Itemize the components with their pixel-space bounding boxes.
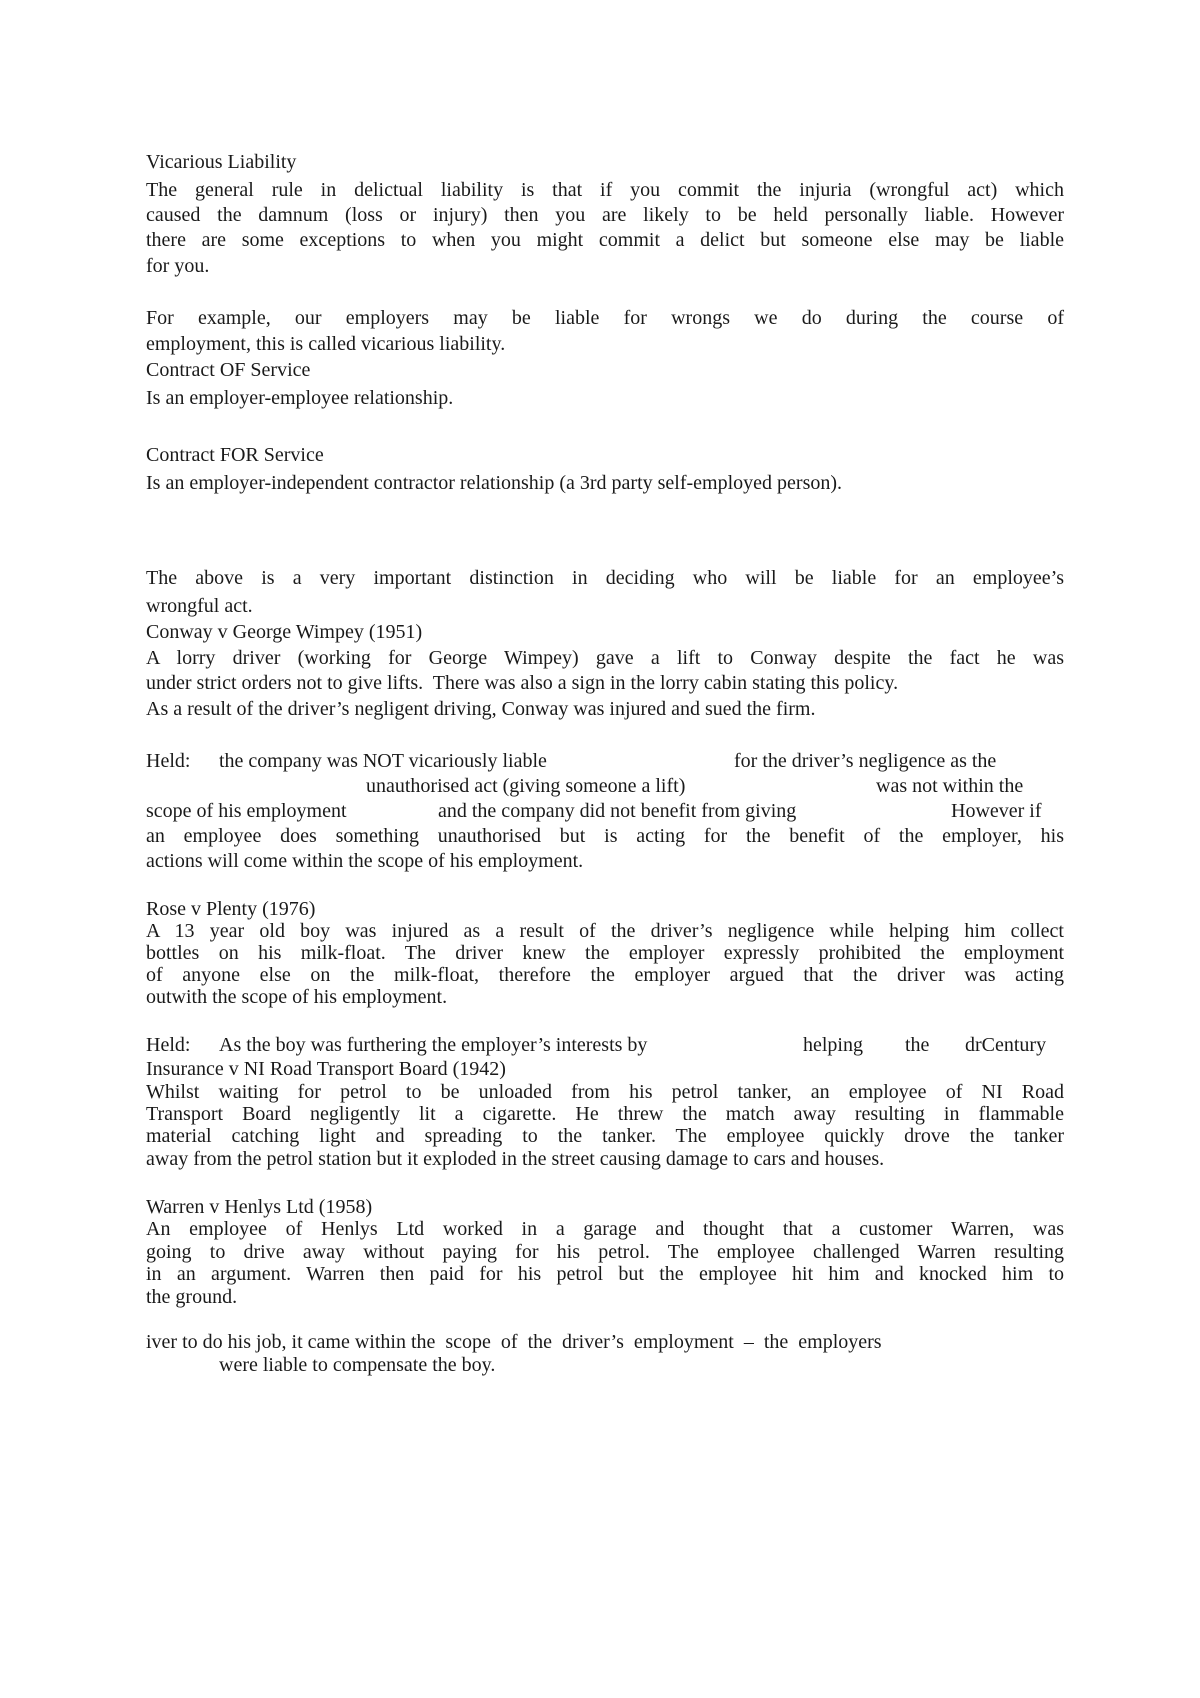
century-facts-line: Whilst waiting for petrol to be unloaded from his petrol tanker, an employee of NI Road	[146, 1081, 1064, 1103]
contract-of-text: Is an employer-employee relationship.	[146, 387, 454, 409]
conway-held-text: actions will come within the scope of his employment.	[146, 850, 584, 872]
warren-facts-line: in an argument. Warren then paid for his petrol but the employee hit him and knocked him to	[146, 1263, 1064, 1285]
conway-facts-line: under strict orders not to give lifts. There was also a sign in the lorry cabin stating this policy.	[146, 672, 899, 694]
distinction-line: wrongful act.	[146, 595, 253, 617]
rose-held-text: helping	[803, 1034, 863, 1056]
conway-held-text: for the driver’s negligence as the	[734, 750, 997, 772]
conway-held-text: the company was NOT vicariously liable	[219, 750, 547, 772]
tail-line: were liable to compensate the boy.	[219, 1354, 496, 1376]
contract-for-heading: Contract FOR Service	[146, 444, 324, 466]
tail-line: iver to do his job, it came within the scope of the driver’s employment – the employers	[146, 1331, 882, 1353]
conway-held-text: However if	[951, 800, 1042, 822]
rose-facts-line: bottles on his milk-float. The driver knew the employer expressly prohibited the employment	[146, 942, 1064, 964]
rose-held-text: drCentury	[965, 1034, 1047, 1056]
conway-held-text: unauthorised act (giving someone a lift)	[366, 775, 686, 797]
century-facts-line: away from the petrol station but it exploded in the street causing damage to cars and houses.	[146, 1148, 885, 1170]
document-title: Vicarious Liability	[146, 151, 297, 173]
rose-facts-line: outwith the scope of his employment.	[146, 986, 448, 1008]
conway-facts-line: As a result of the driver’s negligent driving, Conway was injured and sued the firm.	[146, 698, 816, 720]
example-line: employment, this is called vicarious liability.	[146, 333, 506, 355]
intro-line: for you.	[146, 255, 210, 277]
example-line: For example, our employers may be liable for wrongs we do during the course of	[146, 307, 1064, 329]
rose-held-text: the	[905, 1034, 930, 1056]
century-facts-line: material catching light and spreading to the tanker. The employee quickly drove the tanker	[146, 1125, 1064, 1147]
conway-held-text: an employee does something unauthorised but is acting for the benefit of the employer, his	[146, 825, 1064, 847]
conway-held-label: Held:	[146, 750, 191, 772]
case-heading-century: Insurance v NI Road Transport Board (1942)	[146, 1058, 506, 1080]
rose-facts-line: A 13 year old boy was injured as a result of the driver’s negligence while helping him collect	[146, 920, 1064, 942]
case-heading-warren: Warren v Henlys Ltd (1958)	[146, 1196, 373, 1218]
conway-held-text: and the company did not benefit from giving	[438, 800, 797, 822]
century-facts-line: Transport Board negligently lit a cigarette. He threw the match away resulting in flammable	[146, 1103, 1064, 1125]
rose-held-text: As the boy was furthering the employer’s interests by	[219, 1034, 648, 1056]
distinction-line: The above is a very important distinction in deciding who will be liable for an employee’s	[146, 567, 1064, 589]
intro-line: there are some exceptions to when you might commit a delict but someone else may be liable	[146, 229, 1064, 251]
contract-for-text: Is an employer-independent contractor relationship (a 3rd party self-employed person).	[146, 472, 843, 494]
conway-held-text: scope of his employment	[146, 800, 347, 822]
case-heading-rose: Rose v Plenty (1976)	[146, 898, 316, 920]
intro-line: The general rule in delictual liability is that if you commit the injuria (wrongful act) which	[146, 179, 1064, 201]
contract-of-heading: Contract OF Service	[146, 359, 311, 381]
warren-facts-line: the ground.	[146, 1286, 238, 1308]
intro-line: caused the damnum (loss or injury) then you are likely to be held personally liable. However	[146, 204, 1064, 226]
rose-facts-line: of anyone else on the milk-float, therefore the employer argued that the driver was acting	[146, 964, 1064, 986]
warren-facts-line: An employee of Henlys Ltd worked in a garage and thought that a customer Warren, was	[146, 1218, 1064, 1240]
rose-held-label: Held:	[146, 1034, 191, 1056]
conway-facts-line: A lorry driver (working for George Wimpey) gave a lift to Conway despite the fact he was	[146, 647, 1064, 669]
case-heading-conway: Conway v George Wimpey (1951)	[146, 621, 423, 643]
conway-held-text: was not within the	[876, 775, 1024, 797]
warren-facts-line: going to drive away without paying for his petrol. The employee challenged Warren resulting	[146, 1241, 1064, 1263]
